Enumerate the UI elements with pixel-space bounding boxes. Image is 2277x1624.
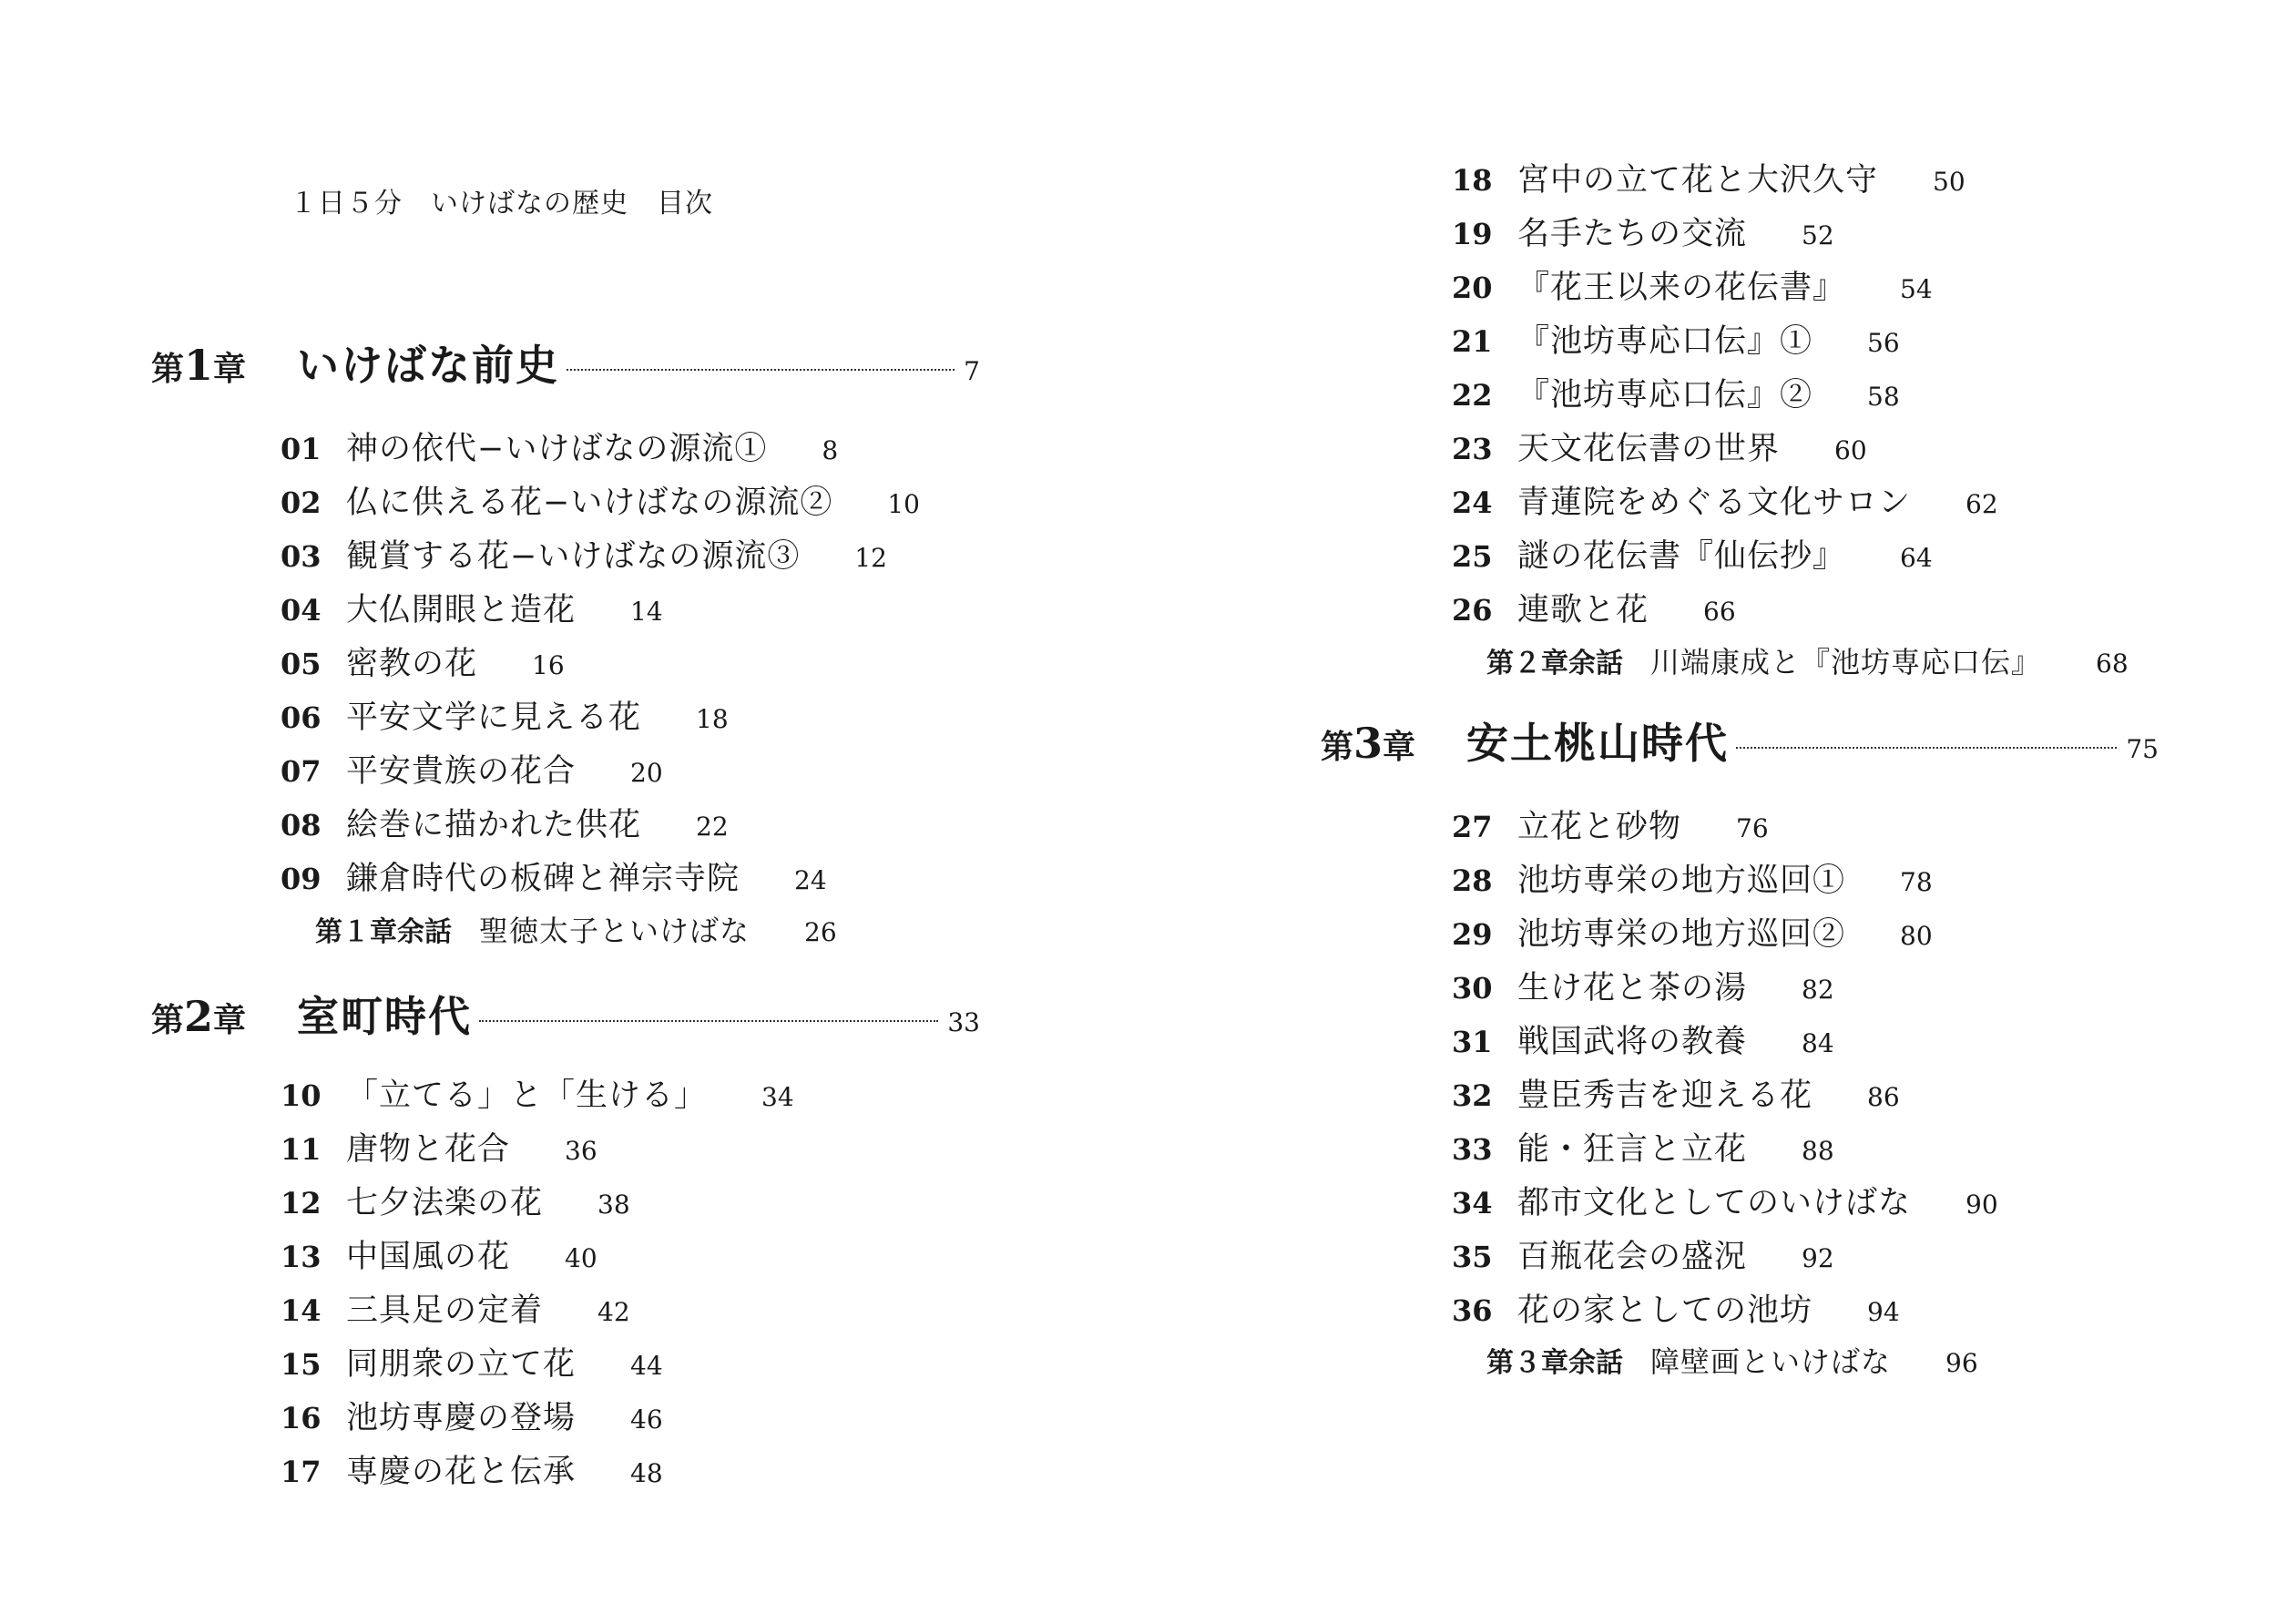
toc-entry: 08 絵巻に描かれた供花 22 [281, 807, 729, 843]
toc-entry: 16 池坊専慶の登場 46 [281, 1400, 663, 1436]
toc-entry: 04 大仏開眼と造花 14 [281, 592, 663, 628]
toc-entry: 24 青蓮院をめぐる文化サロン 62 [1452, 485, 1998, 521]
chapter-page: 75 [2126, 734, 2159, 764]
toc-entry: 27 立花と砂物 76 [1452, 809, 1769, 845]
toc-entry: 31 戦国武将の教養 84 [1452, 1024, 1834, 1060]
toc-entry: 35 百瓶花会の盛況 92 [1452, 1239, 1834, 1275]
dot-leader [479, 1020, 938, 1022]
chapter-heading: 第2章 室町時代 33 [151, 984, 980, 1044]
dot-leader [1736, 747, 2117, 749]
toc-entry: 05 密教の花 16 [281, 646, 565, 682]
toc-entry: 11 唐物と花合 36 [281, 1131, 597, 1168]
toc-entry: 21 『池坊専応口伝』① 56 [1452, 323, 1900, 360]
toc-entry: 06 平安文学に見える花 18 [281, 700, 729, 736]
toc-entry: 14 三具足の定着 42 [281, 1292, 630, 1329]
chapter-title: 室町時代 [297, 992, 472, 1041]
toc-entry: 30 生け花と茶の湯 82 [1452, 970, 1834, 1006]
chapter-heading: 第1章 いけばな前史 7 [151, 332, 980, 393]
dot-leader [567, 369, 955, 371]
chapter-heading: 第3章 安土桃山時代 75 [1321, 710, 2159, 771]
toc-entry: 28 池坊専栄の地方巡回① 78 [1452, 863, 1933, 899]
chapter-page: 33 [947, 1007, 980, 1037]
toc-entry: 13 中国風の花 40 [281, 1239, 597, 1275]
chapter-aside: 第３章余話 障壁画といけばな 96 [1486, 1344, 1978, 1379]
toc-entry: 12 七夕法楽の花 38 [281, 1185, 630, 1221]
toc-entry: 15 同朋衆の立て花 44 [281, 1346, 663, 1383]
toc-entry: 09 鎌倉時代の板碑と禅宗寺院 24 [281, 861, 827, 897]
toc-entry: 20 『花王以来の花伝書』 54 [1452, 270, 1933, 306]
chapter-aside: 第２章余話 川端康成と『池坊専応口伝』 68 [1486, 645, 2129, 679]
toc-entry: 10 「立てる」と「生ける」 34 [281, 1078, 794, 1114]
toc-entry: 07 平安貴族の花合 20 [281, 753, 663, 790]
toc-entry: 18 宮中の立て花と大沢久守 50 [1452, 162, 1966, 199]
toc-entry: 17 専慶の花と伝承 48 [281, 1454, 663, 1490]
chapter-page: 7 [964, 356, 980, 386]
toc-entry: 33 能・狂言と立花 88 [1452, 1131, 1834, 1168]
toc-entry: 01 神の依代−いけばなの源流① 8 [281, 431, 839, 467]
toc-entry: 34 都市文化としてのいけばな 90 [1452, 1185, 1998, 1221]
chapter-aside: 第１章余話 聖徳太子といけばな 26 [315, 914, 837, 948]
toc-entry: 03 観賞する花−いけばなの源流③ 12 [281, 538, 887, 575]
chapter-title: 安土桃山時代 [1466, 719, 1729, 768]
toc-entry: 23 天文花伝書の世界 60 [1452, 431, 1867, 467]
toc-entry: 22 『池坊専応口伝』② 58 [1452, 377, 1900, 414]
toc-entry: 32 豊臣秀吉を迎える花 86 [1452, 1078, 1900, 1114]
page-title: １日５分 いけばなの歴史 目次 [290, 188, 713, 220]
toc-entry: 19 名手たちの交流 52 [1452, 216, 1834, 252]
toc-entry: 26 連歌と花 66 [1452, 592, 1736, 628]
toc-entry: 29 池坊専栄の地方巡回② 80 [1452, 916, 1933, 953]
toc-entry: 02 仏に供える花−いけばなの源流② 10 [281, 485, 920, 521]
toc-entry: 36 花の家としての池坊 94 [1452, 1292, 1900, 1329]
toc-entry: 25 謎の花伝書『仙伝抄』 64 [1452, 538, 1933, 575]
chapter-title: いけばな前史 [297, 341, 559, 390]
